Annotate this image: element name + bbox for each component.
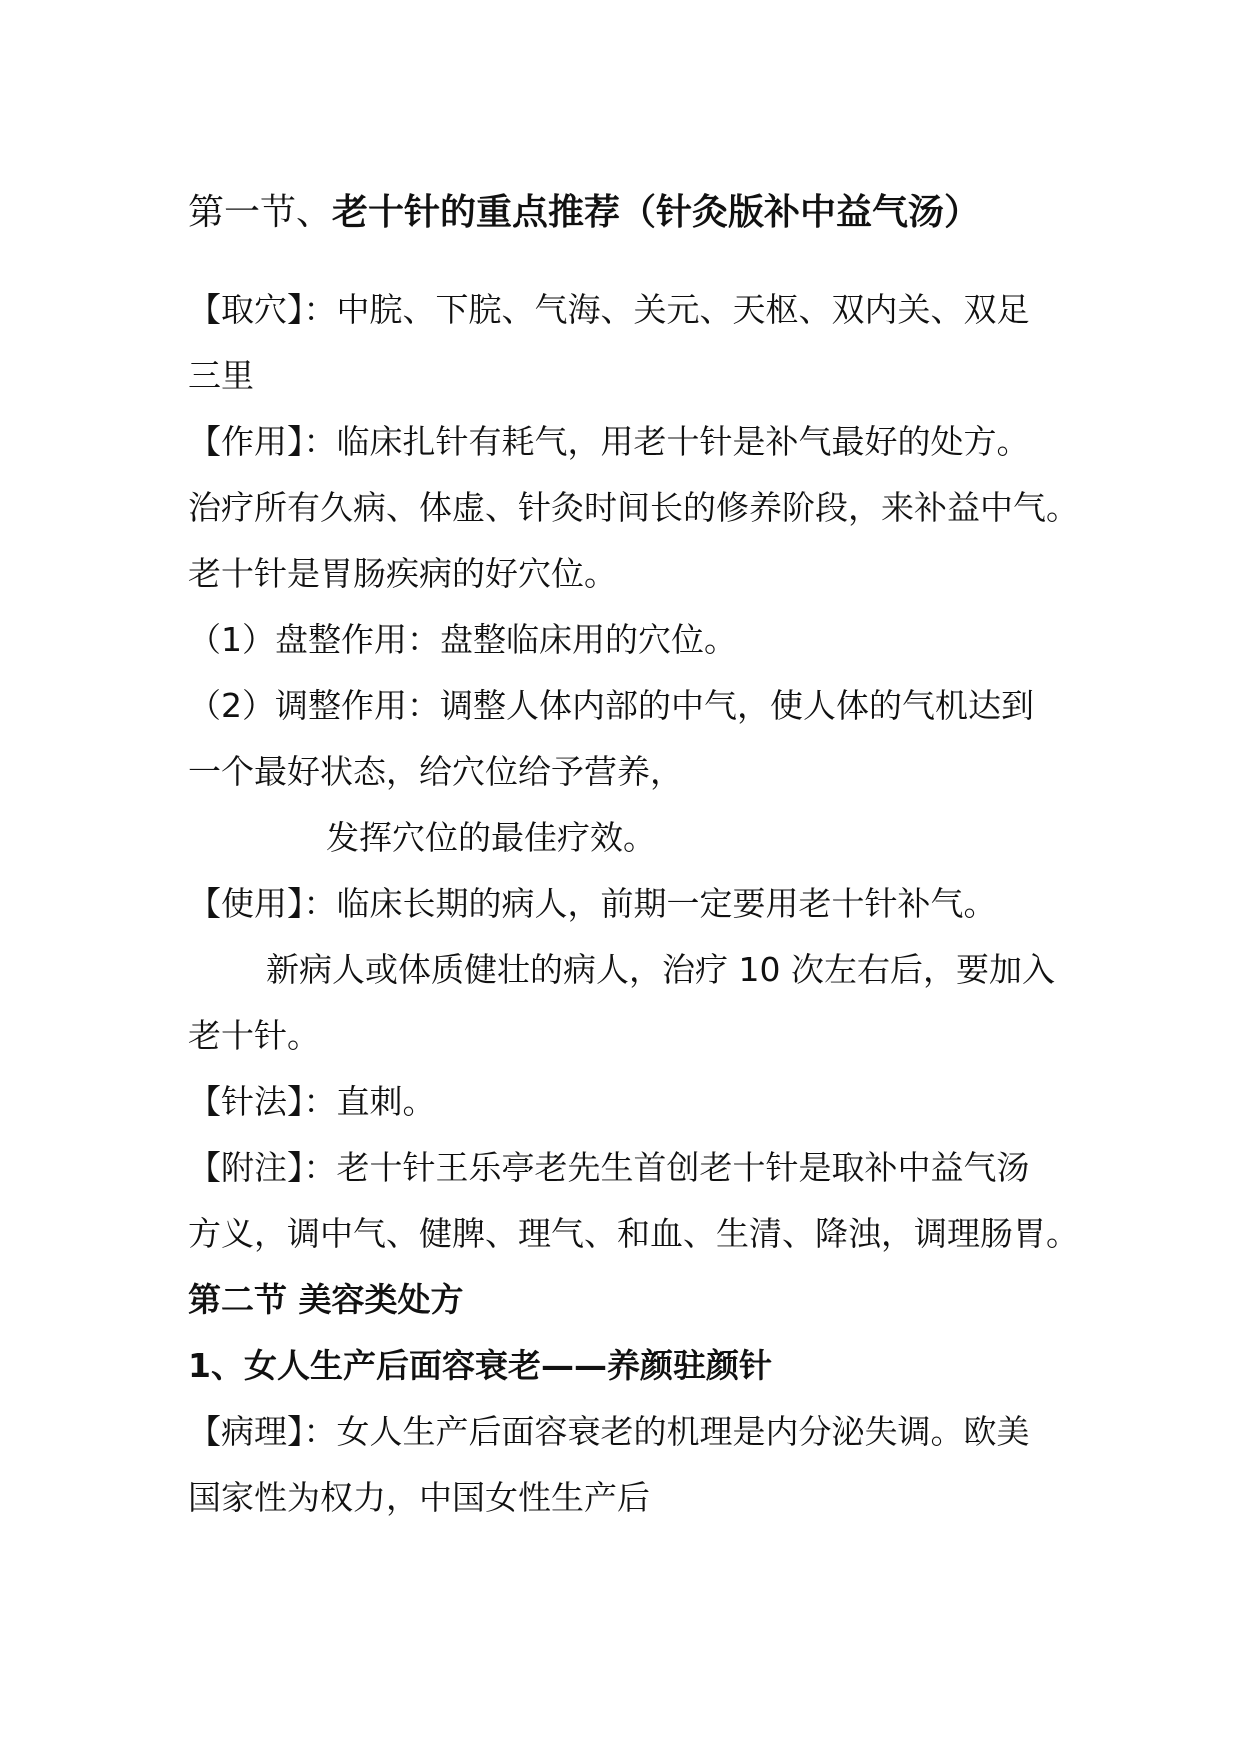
- text-line: （2）调整作用：调整人体内部的中气，使人体的气机达到: [188, 686, 1034, 725]
- section1-title: [188, 190, 980, 235]
- text-line: 治疗所有久病、体虚、针灸时间长的修养阶段，来补益中气。: [188, 488, 1079, 527]
- text-line: 【使用】：临床长期的病人，前期一定要用老十针补气。: [188, 884, 997, 923]
- section2-subtitle: 1、女人生产后面容衰老——养颜驻颜针: [188, 1346, 772, 1385]
- text-line: 新病人或体质健壮的病人，治疗 10 次左右后，要加入: [266, 950, 1055, 989]
- section2-title: 第二节 美容类处方: [188, 1280, 464, 1319]
- text-line: 发挥穴位的最佳疗效。: [326, 818, 656, 857]
- section1-title-prefix: 第一节、: [188, 192, 333, 233]
- text-line: 【附注】：老十针王乐亭老先生首创老十针是取补中益气汤: [188, 1148, 1030, 1187]
- text-line: 国家性为权力，中国女性生产后: [188, 1478, 650, 1517]
- text-line: 【作用】：临床扎针有耗气，用老十针是补气最好的处方。: [188, 422, 1030, 461]
- text-line: 一个最好状态，给穴位给予营养，: [188, 752, 683, 791]
- section1-title-main: 老十针的重点推荐（针灸版补中益气汤）: [332, 191, 981, 233]
- text-line: 【取穴】：中脘、下脘、气海、关元、天枢、双内关、双足: [188, 290, 1030, 329]
- text-line: 【病理】：女人生产后面容衰老的机理是内分泌失调。欧美: [188, 1412, 1030, 1451]
- text-line: 三里: [188, 356, 254, 395]
- text-line: 方义，调中气、健脾、理气、和血、生清、降浊，调理肠胃。: [188, 1214, 1079, 1253]
- text-line: 老十针是胃肠疾病的好穴位。: [188, 554, 617, 593]
- text-line: （1）盘整作用：盘整临床用的穴位。: [188, 620, 737, 659]
- text-line: 老十针。: [188, 1016, 320, 1055]
- text-line: 【针法】：直刺。: [188, 1082, 436, 1121]
